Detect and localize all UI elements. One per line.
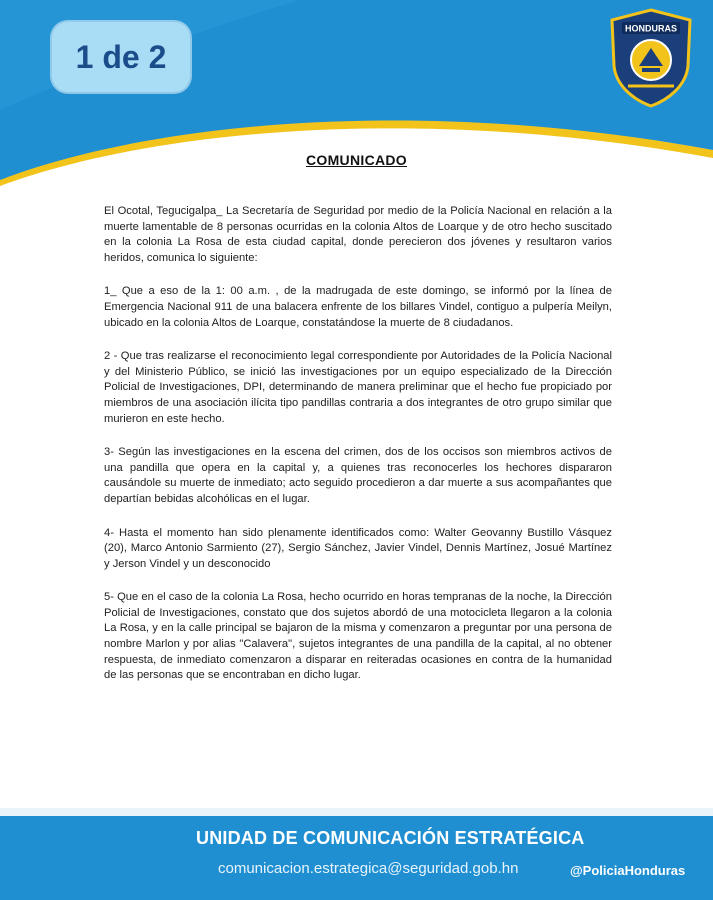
- footer-social-handle: @PoliciaHonduras: [570, 863, 686, 878]
- police-shield-emblem-icon: [606, 8, 696, 108]
- footer-divider: [0, 808, 713, 816]
- point-4-paragraph: 4- Hasta el momento han sido plenamente identificados como: Walter Geovanny Bustillo Vásquez (20), Marco Antonio Sarmiento (27), Sergio Sánchez, Javier Vindel, Dennis Martínez, Josué Martínez y Jerson Vindel y un desconocido: [104, 526, 612, 570]
- document-body: [104, 204, 612, 702]
- page-indicator-badge: [52, 22, 190, 92]
- point-3-paragraph: 3- Según las investigaciones en la escena del crimen, dos de los occisos son miembros activos de una pandilla que opera en la capital y, a quienes tras reconocerles los hechores dispararon causándole su muerte de inmediato; acto seguido procedieron a dar muerte a sus acompañantes que departían bebidas alcohólicas en el lugar.: [104, 446, 612, 505]
- point-1-paragraph: 1_ Que a eso de la 1: 00 a.m. , de la madrugada de este domingo, se informó por la línea de Emergencia Nacional 911 de una balacera enfrente de los billares Vindel, contiguo a pulpería Meilyn, ubicado en la colonia Altos de Loarque, constatándose la muerte de 8 ciudadanos.: [104, 285, 612, 329]
- emblem-label: HONDURAS: [624, 23, 678, 34]
- document-title: COMUNICADO: [306, 152, 407, 168]
- point-5-paragraph: 5- Que en el caso de la colonia La Rosa, hecho ocurrido en horas tempranas de la noche, la Dirección Policial de Investigaciones, constato que dos sujetos abordó de una motocicleta llegaron a la colonia La Rosa, y en la calle principal se bajaron de la misma y comenzaron a preguntar por una persona de nombre Marlon y por alias "Calavera", sujetos integrantes de una pandilla de la capital, al no obtener respuesta, de inmediato comenzaron a disparar en reiteradas ocasiones en contra de la humanidad de las personas que se encontraban en dicho lugar.: [104, 591, 612, 682]
- footer-email: comunicacion.estrategica@seguridad.gob.hn: [218, 860, 519, 877]
- footer-unit-name: UNIDAD DE COMUNICACIÓN ESTRATÉGICA: [196, 828, 585, 848]
- point-2-paragraph: 2 - Que tras realizarse el reconocimiento legal correspondiente por Autoridades de la Policía Nacional y del Ministerio Público, se inició las investigaciones por un equipo especializado de la Dirección Policial de Investigaciones, DPI, determinando de manera preliminar que el hecho fue propiciado por miembros de una asociación ilícita tipo pandillas contraria a dos integrantes de otro grupo similar que murieron en este hecho.: [104, 350, 612, 425]
- page-indicator-label: 1 de 2: [75, 38, 167, 75]
- intro-paragraph: El Ocotal, Tegucigalpa_ La Secretaría de Seguridad por medio de la Policía Nacional en relación a la muerte lamentable de 8 personas ocurridas en la colonia Altos de Loarque y de otro hecho suscitado en la colonia La Rosa de esta ciudad capital, donde perecieron dos jóvenes y resultaron varios heridos, comunica lo siguiente:: [104, 205, 612, 264]
